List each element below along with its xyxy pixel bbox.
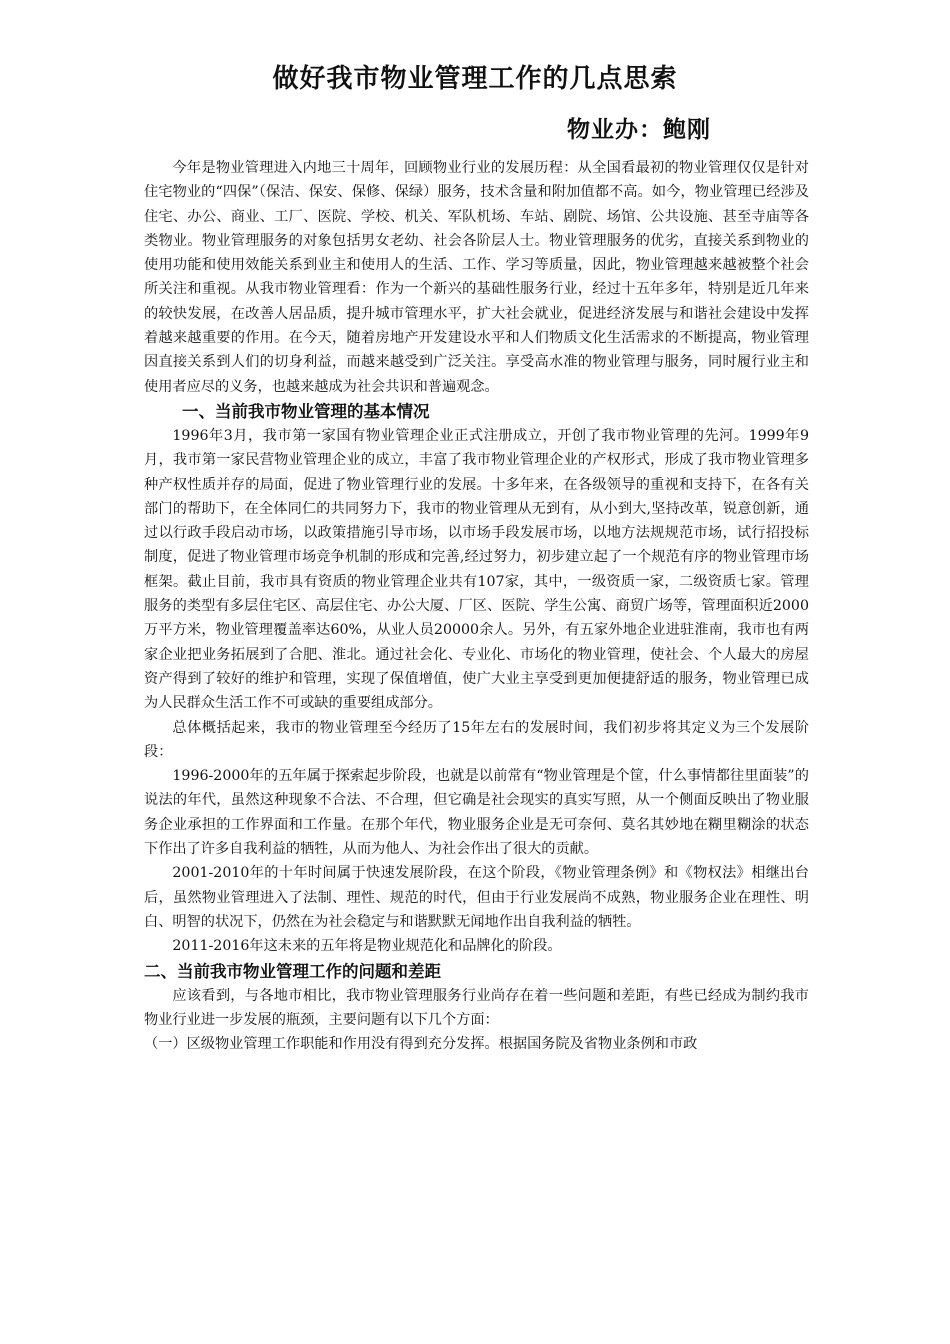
section-heading-1: 一、当前我市物业管理的基本情况 bbox=[182, 401, 430, 421]
intro-paragraph: 今年是物业管理进入内地三十周年，回顾物业行业的发展历程：从全国看最初的物业管理仅仅是针对住宅物业的“四保”（保洁、保安、保修、保绿）服务，技术含量和附加值都不高。如今，物业管理已经涉及住宅、办公、商业、工厂、医院、学校、机关、军队机场、车站、剧院、场馆、公共设施、甚至寺庙等各类物业。物业管理服务的对象包括男女老幼、社会各阶层人士。物业管理服务的优劣，直接关系到物业的使用功能和使用效能关系到业主和使用人的生活、工作、学习等质量，因此，物业管理越来越被整个社会所关注和重视。从我市物业管理看：作为一个新兴的基础性服务行业，经过十五年多年，特别是近几年来的较快发展，在改善人居品质，提升城市管理水平，扩大社会就业，促进经济发展与和谐社会建设中发挥着越来越重要的作用。在今天，随着房地产开发建设水平和人们物质文化生活需求的不断提高，物业管理因直接关系到人们的切身利益，而越来越受到广泛关注。享受高水准的物业管理与服务，同时履行业主和使用者应尽的义务，也越来越成为社会共识和普遍观念。 bbox=[144, 160, 809, 395]
section2-paragraph-1: 应该看到，与各地市相比，我市物业管理服务行业尚存在着一些问题和差距，有些已经成为制约我市物业行业进一步发展的瓶颈，主要问题有以下几个方面： bbox=[144, 987, 809, 1028]
document-body bbox=[144, 156, 809, 1056]
section2-subitem-1: （一）区级物业管理工作职能和作用没有得到充分发挥。根据国务院及省物业条例和市政 bbox=[144, 1036, 698, 1053]
section1-paragraph-1: 1996年3月，我市第一家国有物业管理企业正式注册成立，开创了我市物业管理的先河。1999年9月，我市第一家民营物业管理企业的成立，丰富了我市物业管理企业的产权形式，形成了我市物业管理多种产权性质并存的局面，促进了物业管理行业的发展。十多年来，在各级领导的重视和支持下，在各有关部门的帮助下，在全体同仁的共同努力下，我市的物业管理从无到有，从小到大,坚持改革，锐意创新，通过以行政手段启动市场，以政策措施引导市场，以市场手段发展市场，以地方法规规范市场，试行招投标制度，促进了物业管理市场竞争机制的形成和完善,经过努力，初步建立起了一个规范有序的物业管理市场框架。截止目前，我市具有资质的物业管理企业共有107家，其中，一级资质一家，二级资质七家。管理服务的类型有多层住宅区、高层住宅、办公大厦、厂区、医院、学生公寓、商贸广场等，管理面积近2000万平方米，物业管理覆盖率达60%，从业人员20000余人。另外，有五家外地企业进驻淮南，我市也有两家企业把业务拓展到了合肥、淮北。通过社会化、专业化、市场化的物业管理，使社会、个人最大的房屋资产得到了较好的维护和管理，实现了保值增值，使广大业主享受到更加便捷舒适的服务，物业管理已成为人民群众生活工作不可或缺的重要组成部分。 bbox=[144, 427, 809, 712]
section-heading-2: 二、当前我市物业管理工作的问题和差距 bbox=[144, 961, 441, 981]
section1-paragraph-3: 1996-2000年的五年属于探索起步阶段，也就是以前常有“物业管理是个筐，什么事情都往里面装”的说法的年代，虽然这种现象不合法、不合理，但它确是社会现实的真实写照，从一个侧面反映出了物业服务企业承担的工作界面和工作量。在那个年代，物业服务企业是无可奈何、莫名其妙地在糊里糊涂的状态下作出了许多自我利益的牺牲，从而为他人、为社会作出了很大的贡献。 bbox=[144, 768, 809, 858]
document-title: 做好我市物业管理工作的几点思索 bbox=[272, 64, 678, 94]
section1-paragraph-4: 2001-2010年的十年时间属于快速发展阶段，在这个阶段，《物业管理条例》和《物权法》相继出台后，虽然物业管理进入了法制、理性、规范的时代，但由于行业发展尚不成熟，物业服务企业在理性、明白、明智的状况下，仍然在为社会稳定与和谐默默无闻地作出自我利益的牺牲。 bbox=[144, 865, 809, 930]
section1-paragraph-2: 总体概括起来，我市的物业管理至今经历了15年左右的发展时间，我们初步将其定义为三个发展阶段： bbox=[144, 719, 809, 760]
author-line: 物业办：鲍刚 bbox=[567, 117, 711, 143]
section1-paragraph-5: 2011-2016年这未来的五年将是物业规范化和品牌化的阶段。 bbox=[172, 938, 562, 955]
